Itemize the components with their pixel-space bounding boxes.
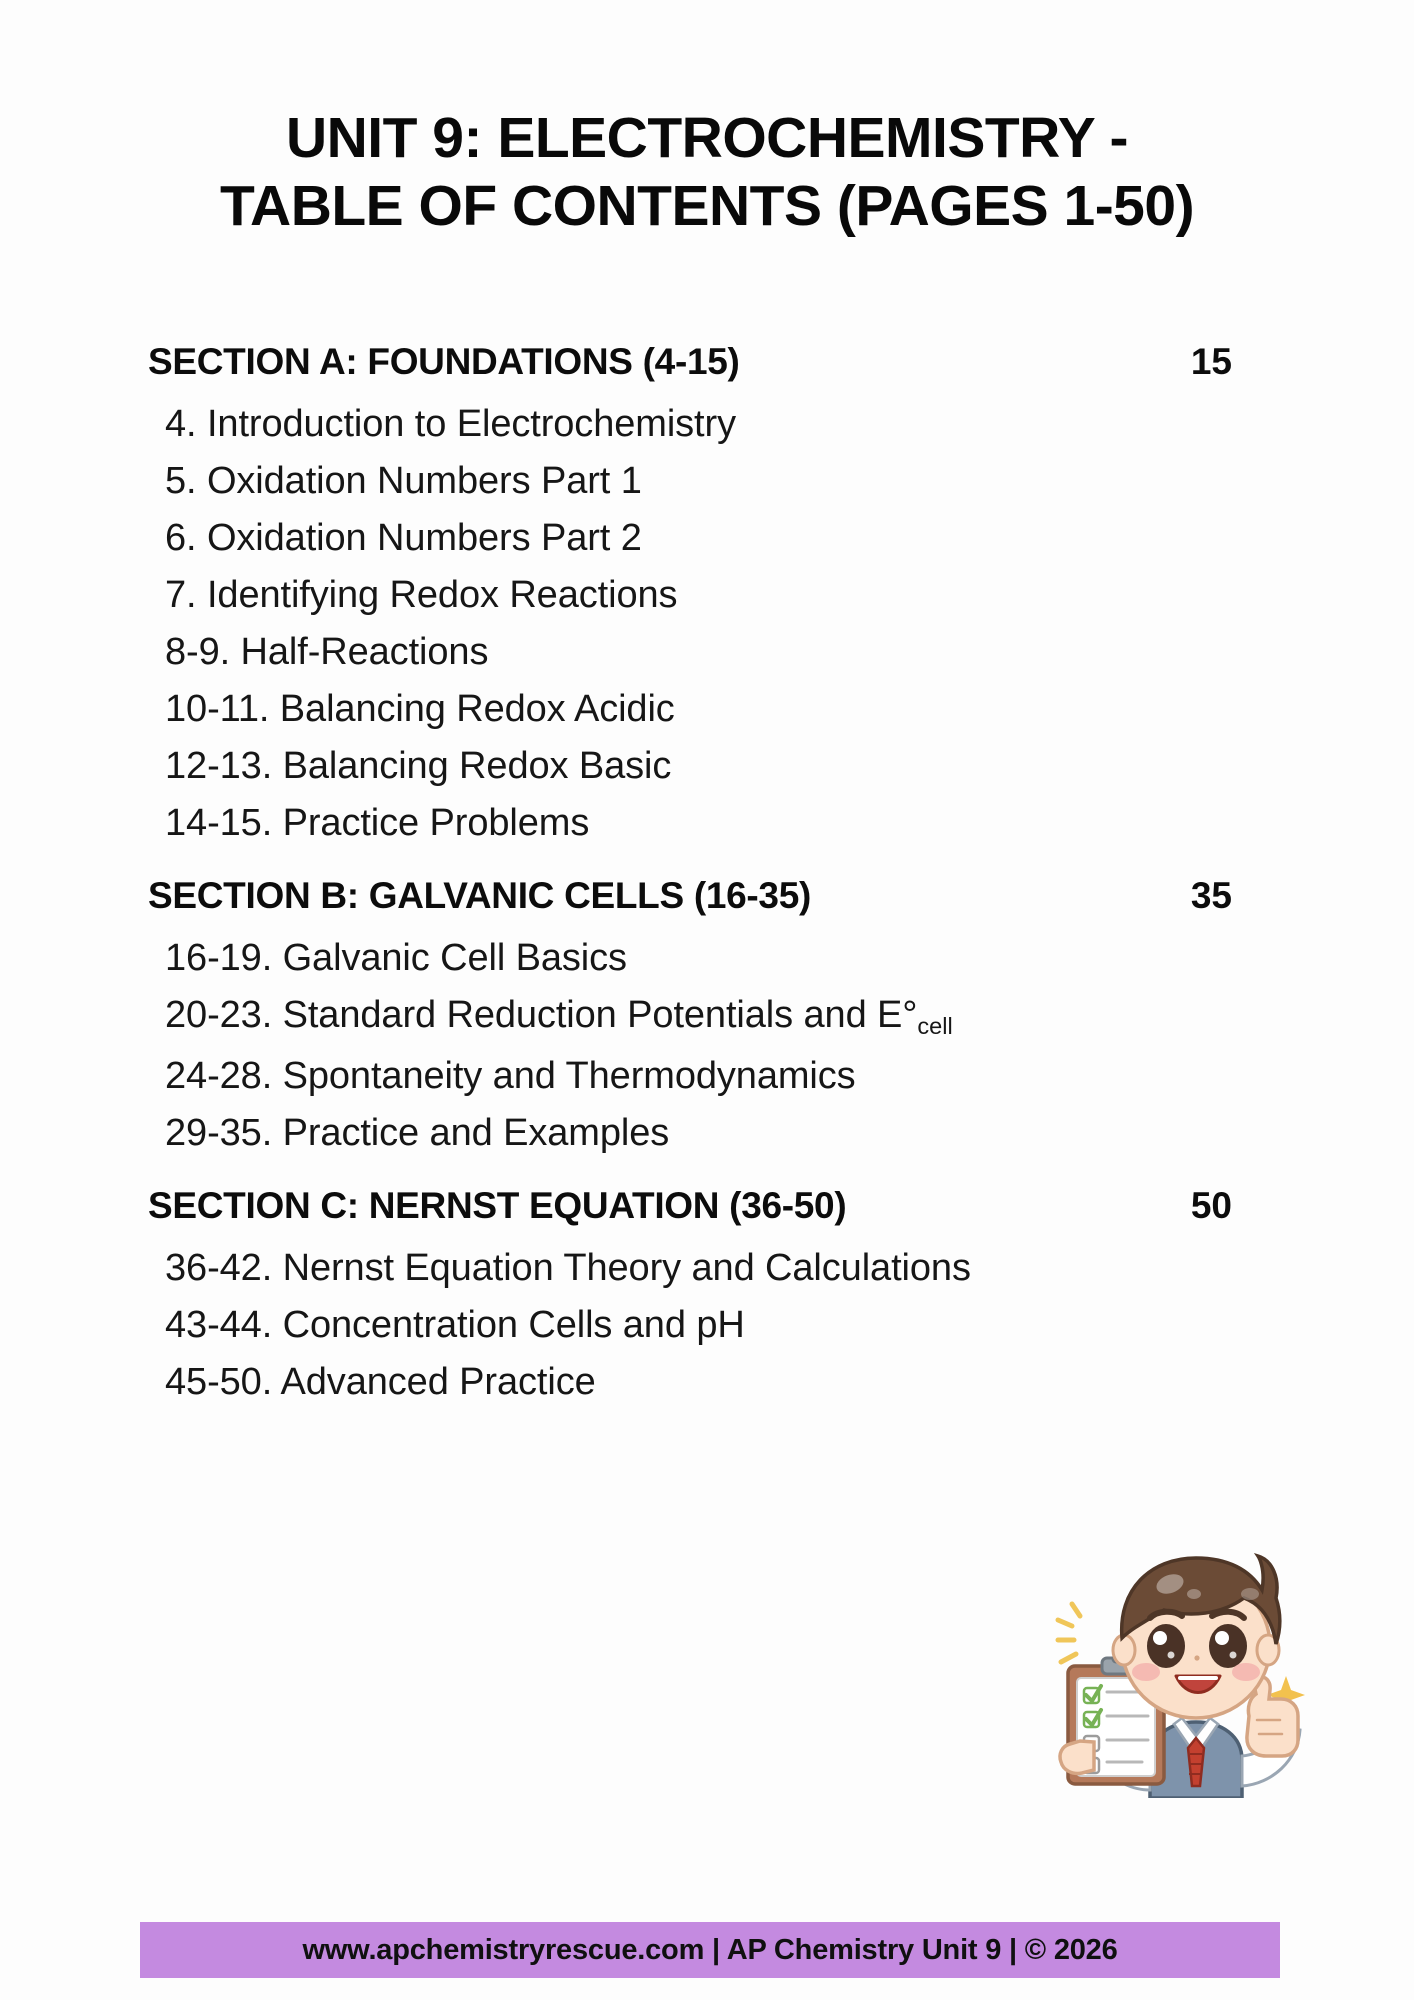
toc-entry-label: 20-23. Standard Reduction Potentials and E° <box>165 994 918 1036</box>
section-title-a: SECTION A: FOUNDATIONS (4-15) <box>148 341 740 382</box>
page-title-line-2: TABLE OF CONTENTS (PAGES 1-50) <box>219 174 1195 238</box>
table-of-contents <box>0 330 1414 1421</box>
toc-section-a <box>0 336 1414 852</box>
toc-entry[interactable]: 4. Introduction to Electrochemistry <box>165 403 736 445</box>
page-title <box>95 104 1319 240</box>
section-title-c: SECTION C: NERNST EQUATION (36-50) <box>148 1185 847 1226</box>
sparkle-lines-icon <box>1058 1604 1080 1662</box>
section-page-b: 35 <box>1190 875 1232 916</box>
toc-entry-subscript: cell <box>917 1013 953 1040</box>
section-b-entries <box>0 930 1414 1162</box>
footer-bar <box>140 1922 1280 1978</box>
section-a-entries <box>0 396 1414 852</box>
toc-entry[interactable]: 8-9. Half-Reactions <box>165 631 489 673</box>
toc-entry[interactable]: 29-35. Practice and Examples <box>165 1112 670 1154</box>
toc-entry[interactable]: 5. Oxidation Numbers Part 1 <box>165 460 642 502</box>
toc-entry[interactable]: 43-44. Concentration Cells and pH <box>165 1304 745 1346</box>
section-page-c: 50 <box>1190 1185 1232 1226</box>
page-title-line-1: UNIT 9: ELECTROCHEMISTRY - <box>285 106 1129 170</box>
toc-entry[interactable]: 7. Identifying Redox Reactions <box>165 574 678 616</box>
nose <box>1194 1655 1199 1660</box>
toc-entry[interactable]: 16-19. Galvanic Cell Basics <box>165 937 627 979</box>
toc-entry[interactable]: 12-13. Balancing Redox Basic <box>165 745 672 787</box>
footer-text: www.apchemistryrescue.com | AP Chemistry Unit 9 | © 2026 <box>302 1933 1118 1966</box>
toc-section-b <box>0 870 1414 1162</box>
section-c-entries <box>0 1240 1414 1411</box>
toc-entry[interactable]: 14-15. Practice Problems <box>165 802 590 844</box>
section-page-a: 15 <box>1190 341 1232 382</box>
blush-right <box>1232 1663 1260 1681</box>
toc-section-c <box>0 1180 1414 1411</box>
toc-entry-with-subscript[interactable] <box>0 987 1414 1048</box>
section-header-c[interactable] <box>0 1180 1414 1232</box>
toc-entry[interactable]: 36-42. Nernst Equation Theory and Calculations <box>165 1247 971 1289</box>
section-header-b[interactable] <box>0 870 1414 922</box>
toc-entry[interactable]: 10-11. Balancing Redox Acidic <box>165 688 675 730</box>
blush-left <box>1132 1663 1160 1681</box>
student-mascot-illustration <box>1014 1498 1314 1798</box>
toc-entry[interactable]: 45-50. Advanced Practice <box>165 1361 596 1403</box>
section-title-b: SECTION B: GALVANIC CELLS (16-35) <box>148 875 812 916</box>
necktie <box>1188 1738 1204 1786</box>
toc-entry[interactable]: 6. Oxidation Numbers Part 2 <box>165 517 642 559</box>
left-hand <box>1060 1741 1094 1773</box>
toc-entry[interactable]: 24-28. Spontaneity and Thermodynamics <box>165 1055 856 1097</box>
section-header-a[interactable] <box>0 336 1414 388</box>
